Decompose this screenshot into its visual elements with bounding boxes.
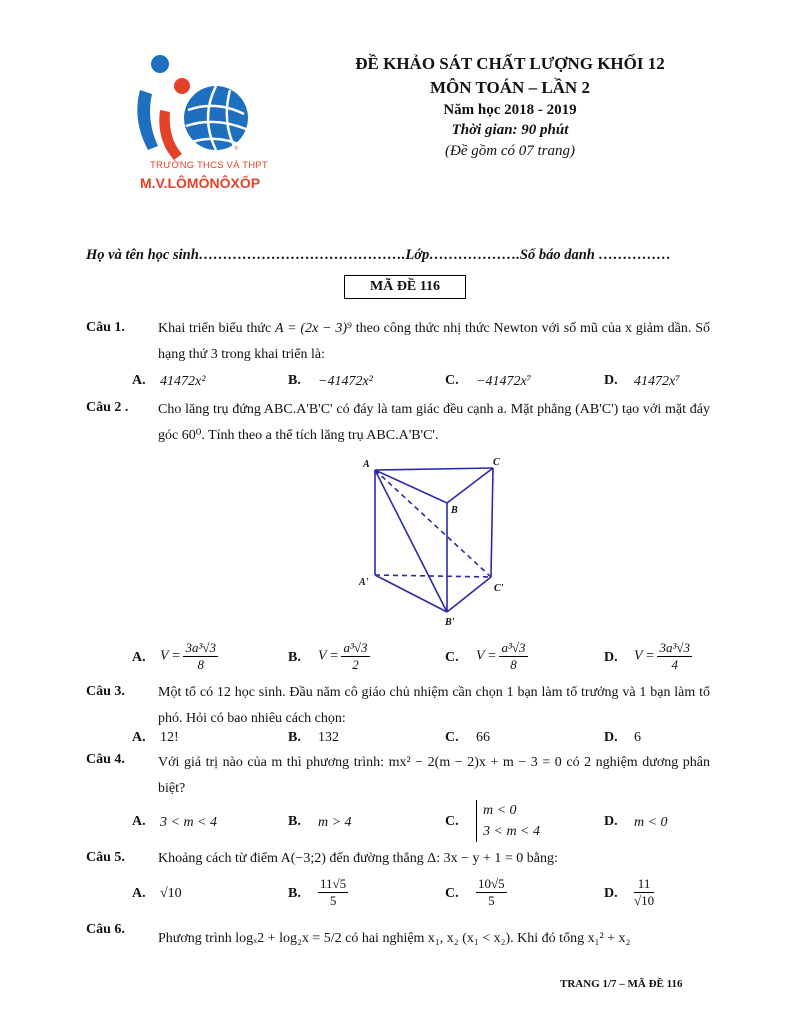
q1-option-c: −41472x⁷	[476, 374, 532, 389]
question-4-text: Với giá trị nào của m thì phương trình: mx² − 2(m − 2)x + m − 3 = 0 có 2 nghiệm dương phân biệt?	[158, 755, 710, 796]
q2-option-c-label: C.	[445, 650, 459, 665]
exam-subject: MÔN TOÁN – LẦN 2	[430, 78, 590, 97]
q2-option-a: V = $\frac{\text{3a³√3}}{8}$	[160, 640, 217, 672]
q3-option-b: 132	[318, 730, 339, 745]
q1-option-b-label: B.	[288, 373, 301, 388]
question-3-text: Một tổ có 12 học sinh. Đầu năm cô giáo chủ nhiệm cần chọn 1 bạn làm tổ trưởng và 1 bạn làm tổ phó. Hỏi có bao nhiêu cách chọn:	[158, 685, 710, 726]
exam-code-box: MÃ ĐỀ 116	[344, 275, 466, 299]
q4-option-d-label: D.	[604, 814, 618, 829]
q5-option-b-label: B.	[288, 886, 301, 901]
q1-option-b: −41472x²	[318, 374, 373, 389]
q5-option-a-label: A.	[132, 886, 146, 901]
q4-option-a: 3 < m < 4	[160, 815, 218, 830]
q1-option-a: 41472x²	[160, 374, 206, 389]
q2-option-b-label: B.	[288, 650, 301, 665]
page-count: (Đề gồm có 07 trang)	[445, 143, 575, 159]
q1-option-d: 41472x⁷	[634, 374, 681, 389]
school-name-line2: M.V.LÔMÔNÔXỐP	[140, 175, 261, 191]
q5-option-a: √10	[160, 886, 182, 901]
exam-title: ĐỀ KHẢO SÁT CHẤT LƯỢNG KHỐI 12	[355, 54, 665, 73]
q2-option-c: V = $\frac{\text{a³√3}}{8}$	[476, 640, 526, 672]
q3-option-d: 6	[634, 730, 641, 745]
q5-option-b: $\frac{11√5}{5}$	[320, 876, 347, 908]
svg-text:®: ®	[234, 146, 239, 152]
vertex-a1-label: A'	[359, 577, 369, 588]
vertex-b-label: B	[451, 505, 458, 516]
q3-option-c-label: C.	[445, 730, 459, 745]
q4-option-c: m < 0 3 < m < 4	[476, 800, 540, 842]
vertex-c1-label: C'	[494, 583, 504, 594]
q1-option-a-label: A.	[132, 373, 146, 388]
question-1-text: Khai triển biểu thức A = (2x − 3)⁹ theo công thức nhị thức Newton với số mũ của x giảm dần. Số hạng thứ 3 trong khai triển là:	[158, 321, 710, 362]
question-1-number: Câu 1.	[86, 320, 125, 335]
school-year: Năm học 2018 - 2019	[443, 102, 577, 118]
q4-option-b: m > 4	[318, 815, 352, 830]
q2-option-b: V = $\frac{\text{a³√3}}{2}$	[318, 640, 368, 672]
question-2-text: Cho lăng trụ đứng ABC.A'B'C' có đáy là tam giác đều cạnh a. Mặt phẳng (AB'C') tạo với mặt đáy góc 60⁰. Tính theo a thể tích lăng trụ ABC.A'B'C'.	[158, 402, 710, 443]
page-footer: TRANG 1/7 – MÃ ĐỀ 116	[560, 978, 683, 990]
q3-option-b-label: B.	[288, 730, 301, 745]
school-name-line1: TRƯỜNG THCS VÀ THPT	[150, 160, 268, 171]
q2-option-d: V = $\frac{\text{3a³√3}}{4}$	[634, 640, 691, 672]
q5-option-c-label: C.	[445, 886, 459, 901]
question-2-number: Câu 2 .	[86, 400, 129, 415]
vertex-a-label: A	[363, 459, 370, 470]
q4-option-c-label: C.	[445, 814, 459, 829]
student-info-line: Họ và tên học sinh…………………………………….Lớp……………….Số báo danh ……………	[86, 247, 671, 263]
q3-option-a: 12!	[160, 730, 179, 745]
question-6-text: Phương trình logₓ2 + log₂x = 5/2 có hai nghiệm x₁, x₂ (x₁ < x₂). Khi đó tổng x₁² + x₂	[158, 931, 631, 946]
q5-option-c: $\frac{10√5}{5}$	[478, 876, 505, 908]
q3-option-d-label: D.	[604, 730, 618, 745]
q5-option-d: $\frac{11}{√10}$	[634, 876, 655, 908]
q2-option-a-label: A.	[132, 650, 146, 665]
question-5-text: Khoảng cách từ điểm A(−3;2) đến đường thẳng Δ: 3x − y + 1 = 0 bằng:	[158, 851, 558, 866]
question-4-number: Câu 4.	[86, 752, 125, 767]
prism-figure	[355, 455, 515, 630]
q4-option-b-label: B.	[288, 814, 301, 829]
q3-option-a-label: A.	[132, 730, 146, 745]
exam-duration: Thời gian: 90 phút	[451, 122, 569, 138]
vertex-c-label: C	[493, 457, 500, 468]
vertex-b1-label: B'	[445, 617, 455, 628]
q3-option-c: 66	[476, 730, 490, 745]
question-5-number: Câu 5.	[86, 850, 125, 865]
q5-option-d-label: D.	[604, 886, 618, 901]
q1-option-c-label: C.	[445, 373, 459, 388]
question-6-number: Câu 6.	[86, 922, 125, 937]
q2-option-d-label: D.	[604, 650, 618, 665]
q4-option-a-label: A.	[132, 814, 146, 829]
q4-option-d: m < 0	[634, 815, 668, 830]
q1-option-d-label: D.	[604, 373, 618, 388]
question-3-number: Câu 3.	[86, 684, 125, 699]
